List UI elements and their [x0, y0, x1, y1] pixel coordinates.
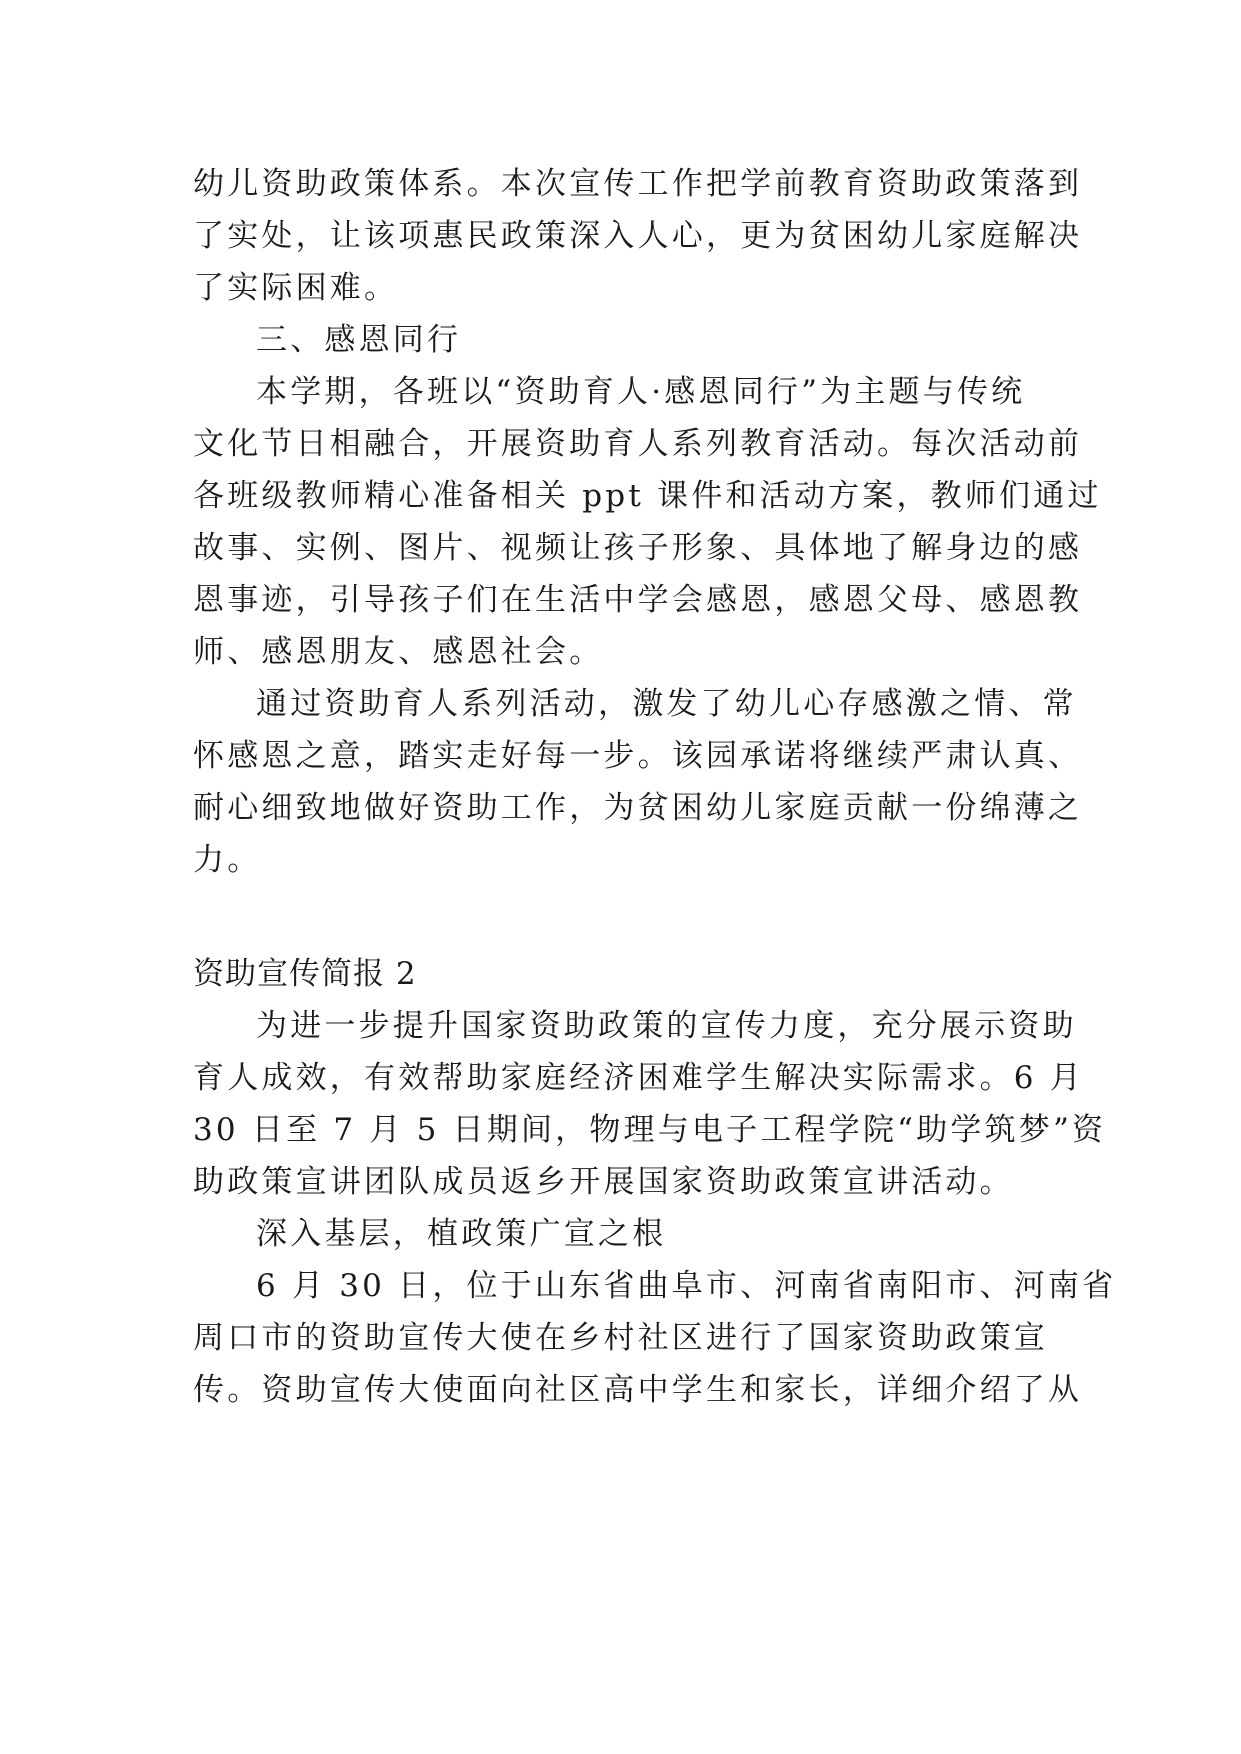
- section-heading: 三、感恩同行: [256, 322, 462, 358]
- paragraph: [193, 366, 1102, 678]
- text-line: 30 日至 7 月 5 日期间，物理与电子工程学院“助学筑梦”资: [193, 1112, 1107, 1148]
- paragraph: [193, 678, 1083, 886]
- text-line: 幼儿资助政策体系。本次宣传工作把学前教育资助政策落到: [193, 166, 1083, 202]
- section-gap: [193, 886, 1053, 948]
- text-line: 6 月 30 日，位于山东省曲阜市、河南省南阳市、河南省: [256, 1268, 1117, 1304]
- text-line: 通过资助育人系列活动，激发了幼儿心存感激之情、常: [256, 686, 1077, 722]
- paragraph-continued: [193, 158, 1083, 314]
- text-line: 耐心细致地做好资助工作，为贫困幼儿家庭贡献一份绵薄之: [193, 790, 1083, 826]
- text-line: 本学期，各班以“资助育人·感恩同行”为主题与传统: [256, 374, 1026, 410]
- sub-heading: 深入基层，植政策广宣之根: [256, 1216, 667, 1252]
- text-line: 育人成效，有效帮助家庭经济困难学生解决实际需求。6 月: [193, 1060, 1084, 1096]
- text-line: 故事、实例、图片、视频让孩子形象、具体地了解身边的感: [193, 530, 1083, 566]
- text-line: 恩事迹，引导孩子们在生活中学会感恩，感恩父母、感恩教: [193, 582, 1083, 618]
- document-page: [193, 158, 1117, 1416]
- text-line: 了实际困难。: [193, 270, 399, 306]
- text-line: 怀感恩之意，踏实走好每一步。该园承诺将继续严肃认真、: [193, 738, 1083, 774]
- text-line: 为进一步提升国家资助政策的宣传力度，充分展示资助: [256, 1008, 1077, 1044]
- text-line: 传。资助宣传大使面向社区高中学生和家长，详细介绍了从: [193, 1372, 1083, 1408]
- text-line: 周口市的资助宣传大使在乡村社区进行了国家资助政策宣: [193, 1320, 1048, 1356]
- text-line: 了实处，让该项惠民政策深入人心，更为贫困幼儿家庭解决: [193, 218, 1083, 254]
- text-line: 文化节日相融合，开展资助育人系列教育活动。每次活动前: [193, 426, 1083, 462]
- paragraph: [193, 1260, 1117, 1416]
- text-line: 各班级教师精心准备相关 ppt 课件和活动方案，教师们通过: [193, 478, 1102, 514]
- text-line: 师、感恩朋友、感恩社会。: [193, 634, 604, 670]
- paragraph: [193, 1000, 1107, 1208]
- document-title: 资助宣传简报 2: [193, 956, 417, 992]
- text-line: 助政策宣讲团队成员返乡开展国家资助政策宣讲活动。: [193, 1164, 1014, 1200]
- text-line: 力。: [193, 842, 262, 878]
